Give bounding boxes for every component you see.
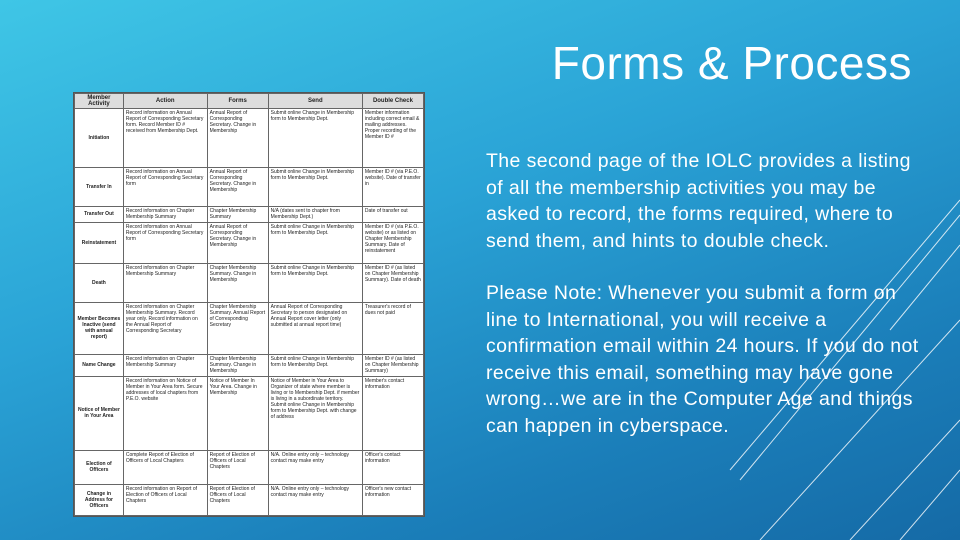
membership-activities-table-image — [73, 92, 425, 517]
header-send: Send — [268, 94, 362, 109]
table-cell: Member ID # (via P.E.O. website) or as listed on Chapter Membership Summary. Date of reinstatement — [362, 222, 423, 263]
table-cell: Record information on Notice of Member in Your Area form. Secure addresses of local chapters from P.E.O. website — [123, 376, 207, 450]
table-cell: Report of Election of Officers of Local Chapters — [207, 450, 268, 484]
table-cell: Record information on Chapter Membership Summary — [123, 354, 207, 376]
table-cell: Notice of Member in Your Area to Organizer of state where member is living or to Membership Dept. if member is living in a subordinate territory. Submit online Change in Membership form to Membership Dept. with change of address — [268, 376, 362, 450]
table-cell: N/A. Online entry only – technology contact may make entry — [268, 484, 362, 515]
table-cell: Member information including correct email & mailing addresses. Proper recording of the Member ID # — [362, 109, 423, 168]
table-row — [75, 109, 424, 168]
header-forms: Forms — [207, 94, 268, 109]
table-cell: N/A (dates sent to chapter from Membership Dept.) — [268, 207, 362, 222]
table-cell: Notice of Member in Your Area — [75, 376, 124, 450]
table-cell: Submit online Change in Membership form to Membership Dept. — [268, 354, 362, 376]
table-cell: Submit online Change in Membership form to Membership Dept. — [268, 263, 362, 302]
table-cell: N/A. Online entry only – technology contact may make entry — [268, 450, 362, 484]
table-cell: Transfer In — [75, 167, 124, 206]
table-cell: Change in Address for Officers — [75, 484, 124, 515]
table-cell: Record information on Chapter Membership Summary — [123, 263, 207, 302]
membership-activities-table — [74, 93, 424, 516]
table-cell: Record information on Report of Election of Officers of Local Chapters — [123, 484, 207, 515]
slide-title: Forms & Process — [551, 37, 912, 89]
table-cell: Annual Report of Corresponding Secretary. Change in Membership — [207, 167, 268, 206]
table-row — [75, 376, 424, 450]
table-cell: Reinstatement — [75, 222, 124, 263]
table-cell: Member ID # (via P.E.O. website). Date of transfer in — [362, 167, 423, 206]
table-cell: Transfer Out — [75, 207, 124, 222]
table-cell: Officer's contact information — [362, 450, 423, 484]
table-row — [75, 207, 424, 222]
table-cell: Member Becomes Inactive (send with annual report) — [75, 303, 124, 355]
table-cell: Initiation — [75, 109, 124, 168]
table-cell: Member ID # (as listed on Chapter Membership Summary). Date of death — [362, 263, 423, 302]
table-cell: Submit online Change in Membership form to Membership Dept. — [268, 109, 362, 168]
table-row — [75, 354, 424, 376]
table-cell: Record information on Chapter Membership Summary. Record year only. Record information on the Annual Report of Corresponding Secretary — [123, 303, 207, 355]
table-cell: Notice of Member In Your Area. Change in Membership — [207, 376, 268, 450]
table-cell: Annual Report of Corresponding Secretary to person designated on Annual Report cover letter (only submitted at annual report time) — [268, 303, 362, 355]
table-row — [75, 450, 424, 484]
table-cell: Complete Report of Election of Officers of Local Chapters — [123, 450, 207, 484]
body-text — [486, 148, 926, 465]
table-cell: Chapter Membership Summary — [207, 207, 268, 222]
table-row — [75, 263, 424, 302]
table-cell: Record information on Chapter Membership Summary — [123, 207, 207, 222]
table-cell: Member ID # (as listed on Chapter Membership Summary) — [362, 354, 423, 376]
table-cell: Name Change — [75, 354, 124, 376]
header-double-check: Double Check — [362, 94, 423, 109]
table-cell: Chapter Membership Summary. Change in Membership — [207, 263, 268, 302]
table-cell: Record information on Annual Report of Corresponding Secretary form — [123, 222, 207, 263]
table-cell: Chapter Membership Summary. Change in Membership — [207, 354, 268, 376]
table-cell: Death — [75, 263, 124, 302]
header-member-activity: Member Activity — [75, 94, 124, 109]
table-row — [75, 484, 424, 515]
table-cell: Officer's new contact information — [362, 484, 423, 515]
table-cell: Record information on Annual Report of Corresponding Secretary form. Record Member ID # received from Membership Dept. — [123, 109, 207, 168]
table-cell: Date of transfer out — [362, 207, 423, 222]
table-cell: Chapter Membership Summary. Annual Report of Corresponding Secretary — [207, 303, 268, 355]
table-cell: Treasurer's record of dues not paid — [362, 303, 423, 355]
table-cell: Submit online Change in Membership form to Membership Dept. — [268, 167, 362, 206]
table-cell: Election of Officers — [75, 450, 124, 484]
description-paragraph: The second page of the IOLC provides a listing of all the membership activities you may be asked to record, the forms required, where to send them, and hints to double check. — [486, 150, 911, 252]
table-row — [75, 222, 424, 263]
table-cell: Annual Report of Corresponding Secretary. Change in Membership — [207, 222, 268, 263]
header-action: Action — [123, 94, 207, 109]
table-cell: Report of Election of Officers of Local Chapters — [207, 484, 268, 515]
table-cell: Record information on Annual Report of Corresponding Secretary form — [123, 167, 207, 206]
table-row — [75, 167, 424, 206]
table-cell: Annual Report of Corresponding Secretary. Change in Membership — [207, 109, 268, 168]
note-paragraph: Please Note: Whenever you submit a form on line to International, you will receive a confirmation email within 24 hours. If you do not receive this email, something may have gone wrong…we are in the Computer Age and things can happen in cyberspace. — [486, 282, 919, 437]
table-row — [75, 303, 424, 355]
table-cell: Member's contact information — [362, 376, 423, 450]
table-cell: Submit online Change in Membership form to Membership Dept. — [268, 222, 362, 263]
